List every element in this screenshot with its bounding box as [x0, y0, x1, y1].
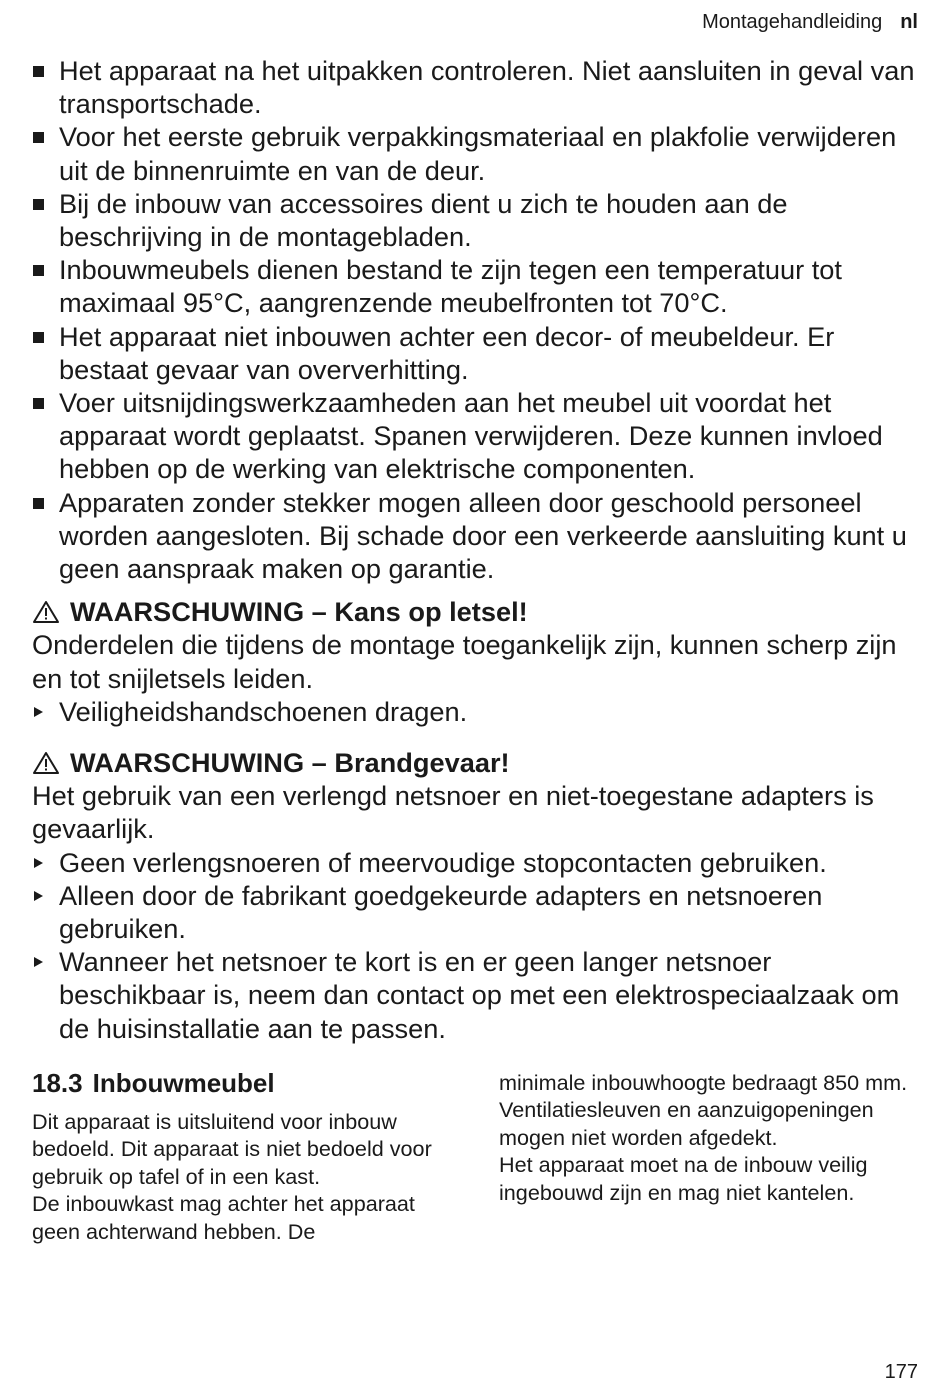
square-bullet-icon	[33, 265, 44, 276]
list-item: Inbouwmeubels dienen bestand te zijn tegen een temperatuur tot maximaal 95°C, aangrenzende meubelfronten tot 70°C.	[32, 253, 922, 319]
warning-triangle-icon	[32, 751, 60, 775]
square-bullet-icon	[33, 498, 44, 509]
warning-title: WAARSCHUWING – Kans op letsel!	[32, 595, 922, 628]
warning-text: Onderdelen die tijdens de montage toegankelijk zijn, kunnen scherp zijn en tot snijletsels leiden.	[32, 629, 897, 694]
action-item: Alleen door de fabrikant goedgekeurde adapters en netsnoeren gebruiken.	[32, 879, 922, 945]
arrow-bullet-icon	[34, 891, 43, 901]
warning-triangle-icon	[32, 600, 60, 624]
paragraph: Het apparaat moet na de inbouw veilig ingebouwd zijn en mag niet kantelen.	[499, 1152, 868, 1205]
list-item: Voor het eerste gebruik verpakkingsmateriaal en plakfolie verwijderen uit de binnenruimte en van de deur.	[32, 120, 922, 186]
list-item: Voer uitsnijdingswerkzaamheden aan het meubel uit voordat het apparaat wordt geplaatst. Spanen verwijderen. Deze kunnen invloed hebben op de werking van elektrische componenten.	[32, 386, 922, 486]
section-left-column	[32, 1068, 452, 1245]
page-number: 177	[884, 1361, 918, 1383]
action-item: Wanneer het netsnoer te kort is en er geen langer netsnoer beschikbaar is, neem dan contact op met een elektrospeciaalzaak om de huisinstallatie aan te passen.	[32, 945, 922, 1045]
list-item: Het apparaat na het uitpakken controleren. Niet aansluiten in geval van transportschade.	[32, 54, 922, 120]
page-header	[702, 8, 918, 36]
section-heading	[32, 1068, 452, 1098]
section-title: Inbouwmeubel	[92, 1068, 275, 1098]
main-content	[32, 54, 922, 1045]
action-list	[32, 846, 922, 1045]
arrow-bullet-icon	[34, 707, 43, 717]
language-code: nl	[900, 11, 918, 33]
section-right-column	[499, 1069, 919, 1206]
square-bullet-icon	[33, 332, 44, 343]
square-bullet-icon	[33, 132, 44, 143]
paragraph: Ventilatiesleuven en aanzuigopeningen mogen niet worden afgedekt.	[499, 1097, 874, 1150]
paragraph: De inbouwkast mag achter het apparaat geen achterwand hebben. De	[32, 1191, 415, 1244]
square-bullet-icon	[33, 398, 44, 409]
header-title: Montagehandleiding	[702, 11, 883, 33]
section-number: 18.3	[32, 1068, 83, 1098]
warning-text: Het gebruik van een verlengd netsnoer en niet-toegestane adapters is gevaarlijk.	[32, 780, 874, 845]
action-item: Veiligheidshandschoenen dragen.	[32, 695, 922, 728]
paragraph: Dit apparaat is uitsluitend voor inbouw bedoeld. Dit apparaat is niet bedoeld voor gebruik op tafel of in een kast.	[32, 1109, 432, 1189]
square-bullet-icon	[33, 199, 44, 210]
arrow-bullet-icon	[34, 957, 43, 967]
warning-injury	[32, 595, 922, 728]
square-bullet-icon	[33, 66, 44, 77]
paragraph: minimale inbouwhoogte bedraagt 850 mm.	[499, 1070, 908, 1095]
list-item: Bij de inbouw van accessoires dient u zich te houden aan de beschrijving in de montagebladen.	[32, 187, 922, 253]
arrow-bullet-icon	[34, 858, 43, 868]
warning-title: WAARSCHUWING – Brandgevaar!	[32, 746, 922, 779]
safety-list	[32, 54, 922, 585]
list-item: Apparaten zonder stekker mogen alleen door geschoold personeel worden aangesloten. Bij schade door een verkeerde aansluiting kunt u geen aanspraak maken op garantie.	[32, 486, 922, 586]
action-item: Geen verlengsnoeren of meervoudige stopcontacten gebruiken.	[32, 846, 922, 879]
action-list	[32, 695, 922, 728]
warning-fire	[32, 746, 922, 1045]
list-item: Het apparaat niet inbouwen achter een decor- of meubeldeur. Er bestaat gevaar van oververhitting.	[32, 320, 922, 386]
